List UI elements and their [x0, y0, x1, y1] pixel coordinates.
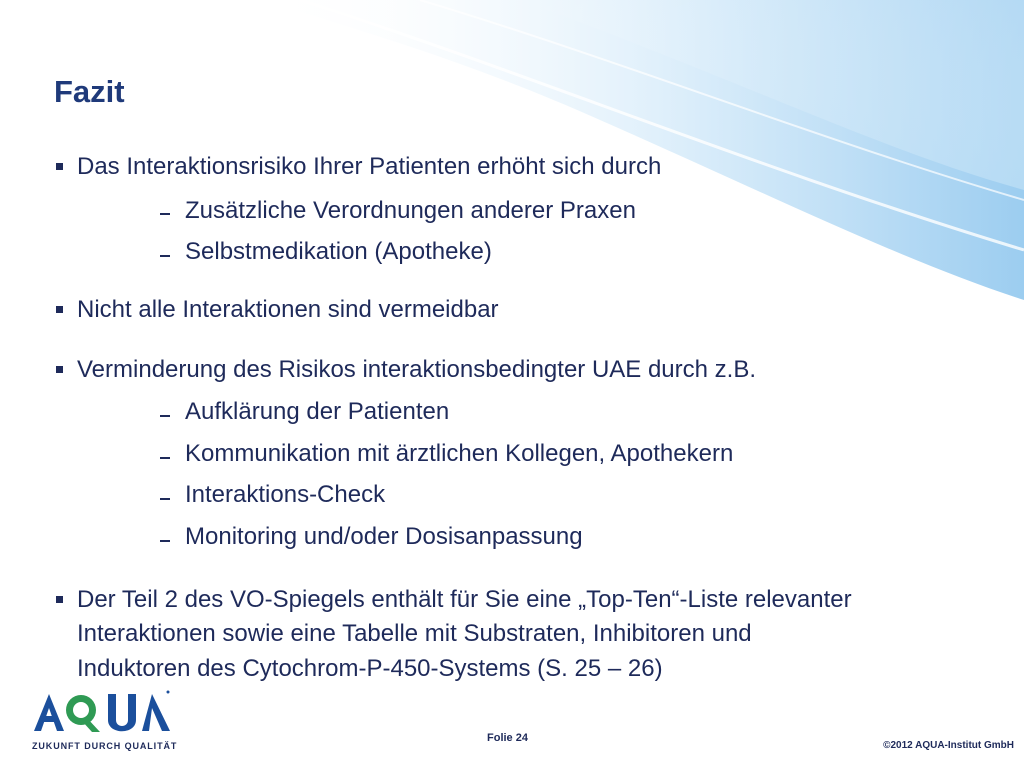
- bullet-text: Nicht alle Interaktionen sind vermeidbar: [77, 296, 499, 323]
- subitem-text: Monitoring und/oder Dosisanpassung: [185, 523, 583, 550]
- bullet-text-line: Interaktionen sowie eine Tabelle mit Substraten, Inhibitoren und: [77, 620, 752, 647]
- square-bullet-icon: [56, 163, 63, 170]
- dash-bullet-icon: [160, 213, 170, 215]
- subitem-text: Kommunikation mit ärztlichen Kollegen, Apothekern: [185, 440, 734, 467]
- square-bullet-icon: [56, 306, 63, 313]
- dash-bullet-icon: [160, 415, 170, 417]
- dash-bullet-icon: [160, 498, 170, 500]
- slide-number: Folie 24: [487, 732, 528, 744]
- subitem-text: Zusätzliche Verordnungen anderer Praxen: [185, 197, 636, 224]
- square-bullet-icon: [56, 596, 63, 603]
- bullet-text: Das Interaktionsrisiko Ihrer Patienten erhöht sich durch: [77, 153, 662, 180]
- subitem-text: Aufklärung der Patienten: [185, 398, 450, 425]
- subitem-text: Selbstmedikation (Apotheke): [185, 238, 492, 265]
- dash-bullet-icon: [160, 540, 170, 542]
- square-bullet-icon: [56, 366, 63, 373]
- bullet-text-line: Der Teil 2 des VO-Spiegels enthält für Sie eine „Top-Ten“-Liste relevanter: [77, 586, 852, 613]
- slide-title: Fazit: [54, 74, 125, 109]
- logo-tagline: ZUKUNFT DURCH QUALITÄT: [32, 741, 178, 751]
- subitem-text: Interaktions-Check: [185, 481, 386, 508]
- dash-bullet-icon: [160, 255, 170, 257]
- bullet-text: Verminderung des Risikos interaktionsbedingter UAE durch z.B.: [77, 356, 757, 383]
- copyright-text: ©2012 AQUA-Institut GmbH: [883, 740, 1014, 751]
- bullet-text-line: Induktoren des Cytochrom-P-450-Systems (S. 25 – 26): [77, 655, 663, 682]
- dash-bullet-icon: [160, 457, 170, 459]
